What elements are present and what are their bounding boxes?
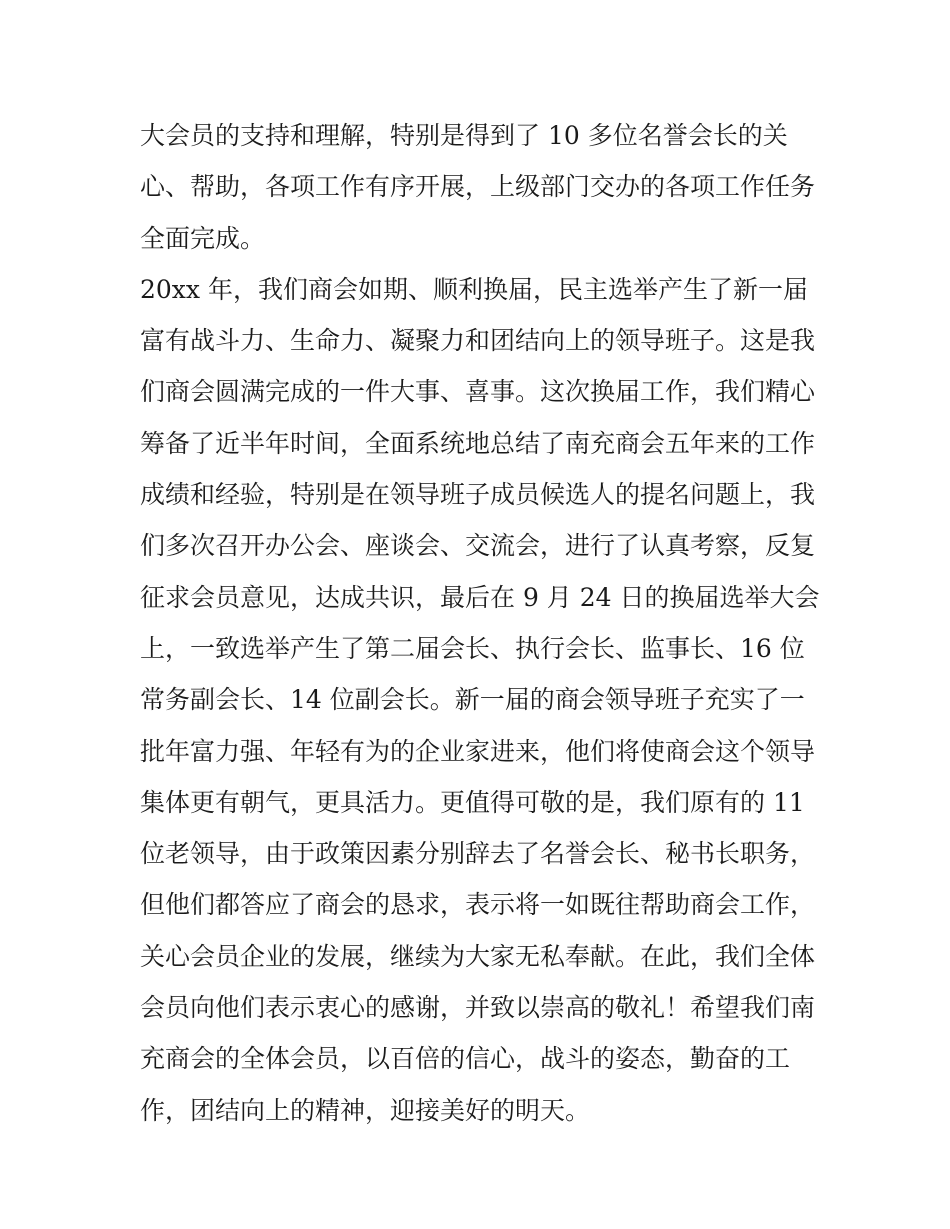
text-line: 位老领导，由于政策因素分别辞去了名誉会长、秘书长职务，: [140, 839, 816, 869]
text-line: 会员向他们表示衷心的感谢，并致以崇高的敬礼！希望我们南: [140, 993, 816, 1023]
text-line: 集体更有朝气，更具活力。更值得可敬的是，我们原有的 11: [140, 787, 805, 817]
text-line: 们商会圆满完成的一件大事、喜事。这次换届工作，我们精心: [140, 377, 816, 407]
text-line: 征求会员意见，达成共识，最后在 9 月 24 日的换届选举大会: [140, 582, 820, 612]
text-line: 们多次召开办公会、座谈会、交流会，进行了认真考察，反复: [140, 531, 816, 561]
text-line: 上，一致选举产生了第二届会长、执行会长、监事长、16 位: [140, 633, 805, 663]
text-line: 全面完成。: [140, 223, 266, 253]
text-line: 常务副会长、14 位副会长。新一届的商会领导班子充实了一: [140, 685, 805, 715]
text-line: 充商会的全体会员，以百倍的信心，战斗的姿态，勤奋的工: [140, 1044, 791, 1074]
text-line: 心、帮助，各项工作有序开展，上级部门交办的各项工作任务: [140, 172, 816, 202]
text-line: 筹备了近半年时间，全面系统地总结了南充商会五年来的工作: [140, 428, 816, 458]
text-line: 富有战斗力、生命力、凝聚力和团结向上的领导班子。这是我: [140, 326, 816, 356]
text-line: 批年富力强、年轻有为的企业家进来，他们将使商会这个领导: [140, 736, 816, 766]
text-line: 关心会员企业的发展，继续为大家无私奉献。在此，我们全体: [140, 941, 816, 971]
text-line: 成绩和经验，特别是在领导班子成员候选人的提名问题上，我: [140, 480, 816, 510]
text-line: 作，团结向上的精神，迎接美好的明天。: [140, 1095, 591, 1125]
text-line: 20xx 年，我们商会如期、顺利换届，民主选举产生了新一届: [140, 274, 808, 304]
text-line: 大会员的支持和理解，特别是得到了 10 多位名誉会长的关: [140, 121, 788, 150]
body-text: [140, 110, 820, 1136]
text-line: 但他们都答应了商会的恳求，表示将一如既往帮助商会工作，: [140, 890, 816, 920]
